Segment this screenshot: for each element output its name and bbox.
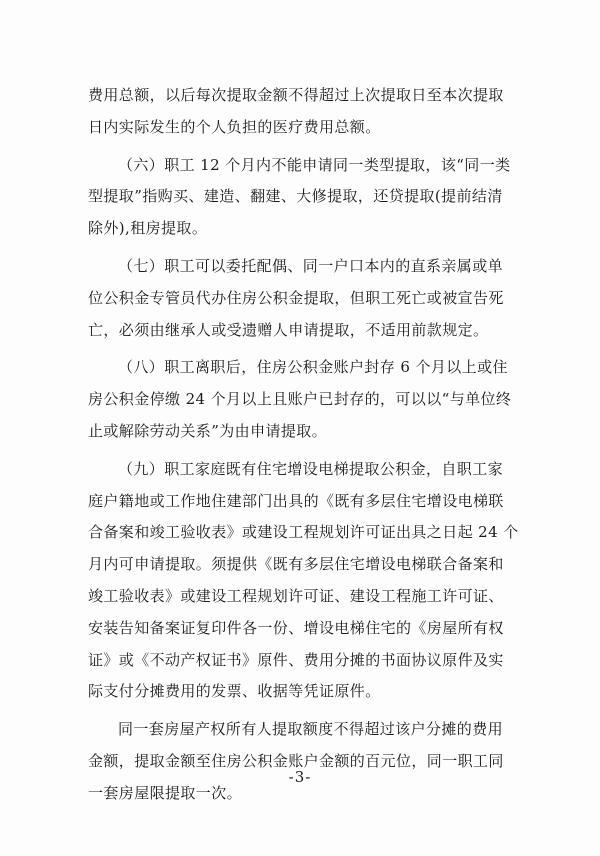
text-line: （九）职工家庭既有住宅增设电梯提取公积金，自职工家 — [118, 459, 504, 478]
text-line: 日内实际发生的个人负担的医疗费用总额。 — [88, 117, 381, 136]
text-line: 房公积金停缴 24 个月以上且账户已封存的，可以以“与单位终 — [88, 390, 512, 409]
paragraph-medical-expense-continuation — [88, 80, 524, 144]
text-line: （六）职工 12 个月内不能申请同一类型提取，该“同一类 — [118, 155, 511, 174]
paragraph-withdrawal-limit — [88, 714, 524, 809]
paragraph-item-6 — [88, 150, 524, 245]
paragraph-item-7 — [88, 251, 524, 346]
text-line: 型提取”指购买、建造、翻建、大修提取，还贷提取(提前结清 — [88, 187, 503, 206]
text-line: 庭户籍地或工作地住建部门出具的《既有多层住宅增设电梯联 — [88, 491, 504, 510]
text-line: 竣工验收表》或建设工程规划许可证、建设工程施工许可证、 — [88, 586, 504, 605]
text-line: 月内可申请提取。须提供《既有多层住宅增设电梯联合备案和 — [88, 555, 504, 574]
document-body — [88, 80, 524, 816]
paragraph-item-8 — [88, 352, 524, 447]
page-number: -3- — [288, 768, 312, 786]
text-line: 合备案和竣工验收表》或建设工程规划许可证出具之日起 24 个 — [88, 523, 519, 542]
text-line: 同一套房屋产权所有人提取额度不得超过该户分摊的费用 — [118, 720, 504, 739]
text-line: 安装告知备案证复印件各一份、增设电梯住宅的《房屋所有权 — [88, 618, 504, 637]
text-line: 证》或《不动产权证书》原件、费用分摊的书面协议原件及实 — [88, 650, 504, 669]
text-line: 金额，提取金额至住房公积金账户金额的百元位，同一职工同 — [88, 751, 504, 770]
text-line: （八）职工离职后，住房公积金账户封存 6 个月以上或住 — [118, 358, 508, 377]
text-line: 费用总额，以后每次提取金额不得超过上次提取日至本次提取 — [88, 86, 504, 104]
text-line: 除外),租房提取。 — [88, 219, 208, 238]
text-line: 际支付分摊费用的发票、收据等凭证原件。 — [88, 682, 381, 701]
text-line: 亡，必须由继承人或受遗赠人申请提取，不适用前款规定。 — [88, 320, 489, 339]
text-line: 止或解除劳动关系”为由申请提取。 — [88, 421, 328, 440]
text-line: 一套房屋限提取一次。 — [88, 783, 243, 802]
text-line: （七）职工可以委托配偶、同一户口本内的直系亲属或单 — [118, 256, 504, 275]
text-line: 位公积金专管员代办住房公积金提取，但职工死亡或被宣告死 — [88, 288, 504, 307]
paragraph-item-9 — [88, 454, 524, 708]
